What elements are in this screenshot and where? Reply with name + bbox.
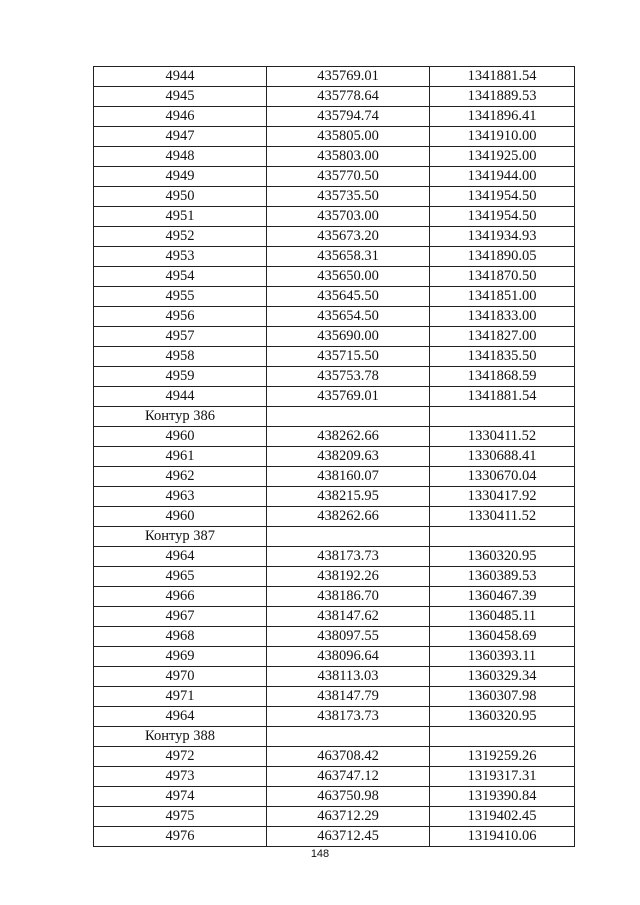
y-coordinate-cell: 1360467.39	[430, 587, 575, 607]
table-row	[94, 107, 575, 127]
point-number-cell: 4944	[94, 67, 267, 87]
y-coordinate-cell: 1360485.11	[430, 607, 575, 627]
table-row	[94, 187, 575, 207]
y-coordinate-cell: 1319410.06	[430, 827, 575, 847]
table-row	[94, 767, 575, 787]
y-coordinate-cell: 1341934.93	[430, 227, 575, 247]
x-coordinate-cell: 438262.66	[267, 427, 430, 447]
point-number-cell: 4947	[94, 127, 267, 147]
x-coordinate-cell: 435735.50	[267, 187, 430, 207]
x-coordinate-cell: 438186.70	[267, 587, 430, 607]
x-coordinate-cell: 438215.95	[267, 487, 430, 507]
point-number-cell: 4960	[94, 427, 267, 447]
x-coordinate-cell: 438113.03	[267, 667, 430, 687]
y-coordinate-cell: 1341870.50	[430, 267, 575, 287]
point-number-cell: 4959	[94, 367, 267, 387]
y-coordinate-cell: 1341954.50	[430, 187, 575, 207]
table-row	[94, 427, 575, 447]
point-number-cell: 4948	[94, 147, 267, 167]
x-coordinate-cell: 435650.00	[267, 267, 430, 287]
y-coordinate-cell: 1341896.41	[430, 107, 575, 127]
y-coordinate-cell: 1330411.52	[430, 507, 575, 527]
x-coordinate-cell: 438209.63	[267, 447, 430, 467]
point-number-cell: 4975	[94, 807, 267, 827]
table-row	[94, 247, 575, 267]
table-row	[94, 707, 575, 727]
x-coordinate-cell: 435803.00	[267, 147, 430, 167]
table-row	[94, 647, 575, 667]
contour-header-row	[94, 527, 575, 547]
point-number-cell: 4962	[94, 467, 267, 487]
table-row	[94, 227, 575, 247]
y-coordinate-cell: 1341910.00	[430, 127, 575, 147]
y-coordinate-cell: 1341827.00	[430, 327, 575, 347]
y-coordinate-cell: 1341835.50	[430, 347, 575, 367]
table-row	[94, 807, 575, 827]
x-coordinate-cell: 435715.50	[267, 347, 430, 367]
point-number-cell: 4963	[94, 487, 267, 507]
table-row	[94, 507, 575, 527]
table-row	[94, 467, 575, 487]
coordinates-table	[93, 66, 575, 847]
point-number-cell: 4950	[94, 187, 267, 207]
point-number-cell: 4964	[94, 707, 267, 727]
point-number-cell: 4956	[94, 307, 267, 327]
table-row	[94, 567, 575, 587]
x-coordinate-cell: 435654.50	[267, 307, 430, 327]
x-coordinate-cell: 435769.01	[267, 67, 430, 87]
point-number-cell: 4946	[94, 107, 267, 127]
x-coordinate-cell: 463708.42	[267, 747, 430, 767]
y-coordinate-cell: 1360320.95	[430, 547, 575, 567]
x-coordinate-cell: 463712.29	[267, 807, 430, 827]
y-coordinate-cell: 1341889.53	[430, 87, 575, 107]
table-row	[94, 267, 575, 287]
y-coordinate-cell: 1330417.92	[430, 487, 575, 507]
x-coordinate-cell: 438147.62	[267, 607, 430, 627]
point-number-cell: 4970	[94, 667, 267, 687]
coordinates-table-body	[94, 67, 575, 847]
table-row	[94, 587, 575, 607]
table-row	[94, 447, 575, 467]
table-row	[94, 207, 575, 227]
contour-label: Контур 387	[94, 527, 267, 547]
point-number-cell: 4972	[94, 747, 267, 767]
point-number-cell: 4944	[94, 387, 267, 407]
y-coordinate-cell: 1360320.95	[430, 707, 575, 727]
point-number-cell: 4966	[94, 587, 267, 607]
point-number-cell: 4955	[94, 287, 267, 307]
point-number-cell: 4954	[94, 267, 267, 287]
point-number-cell: 4969	[94, 647, 267, 667]
empty-cell	[267, 527, 430, 547]
y-coordinate-cell: 1341851.00	[430, 287, 575, 307]
x-coordinate-cell: 463747.12	[267, 767, 430, 787]
empty-cell	[267, 407, 430, 427]
point-number-cell: 4967	[94, 607, 267, 627]
point-number-cell: 4964	[94, 547, 267, 567]
point-number-cell: 4957	[94, 327, 267, 347]
table-row	[94, 287, 575, 307]
y-coordinate-cell: 1360307.98	[430, 687, 575, 707]
y-coordinate-cell: 1341881.54	[430, 387, 575, 407]
y-coordinate-cell: 1330670.04	[430, 467, 575, 487]
point-number-cell: 4958	[94, 347, 267, 367]
empty-cell	[267, 727, 430, 747]
table-row	[94, 687, 575, 707]
y-coordinate-cell: 1360458.69	[430, 627, 575, 647]
point-number-cell: 4961	[94, 447, 267, 467]
y-coordinate-cell: 1330688.41	[430, 447, 575, 467]
y-coordinate-cell: 1341868.59	[430, 367, 575, 387]
x-coordinate-cell: 435703.00	[267, 207, 430, 227]
table-row	[94, 787, 575, 807]
table-row	[94, 827, 575, 847]
y-coordinate-cell: 1319402.45	[430, 807, 575, 827]
table-row	[94, 127, 575, 147]
point-number-cell: 4952	[94, 227, 267, 247]
y-coordinate-cell: 1341890.05	[430, 247, 575, 267]
point-number-cell: 4965	[94, 567, 267, 587]
table-row	[94, 367, 575, 387]
x-coordinate-cell: 435778.64	[267, 87, 430, 107]
x-coordinate-cell: 438173.73	[267, 547, 430, 567]
table-row	[94, 147, 575, 167]
point-number-cell: 4951	[94, 207, 267, 227]
contour-header-row	[94, 727, 575, 747]
x-coordinate-cell: 435805.00	[267, 127, 430, 147]
x-coordinate-cell: 438192.26	[267, 567, 430, 587]
point-number-cell: 4971	[94, 687, 267, 707]
x-coordinate-cell: 438262.66	[267, 507, 430, 527]
point-number-cell: 4953	[94, 247, 267, 267]
point-number-cell: 4960	[94, 507, 267, 527]
x-coordinate-cell: 438173.73	[267, 707, 430, 727]
table-row	[94, 487, 575, 507]
point-number-cell: 4974	[94, 787, 267, 807]
x-coordinate-cell: 435673.20	[267, 227, 430, 247]
table-row	[94, 327, 575, 347]
point-number-cell: 4945	[94, 87, 267, 107]
x-coordinate-cell: 435690.00	[267, 327, 430, 347]
empty-cell	[430, 407, 575, 427]
table-row	[94, 387, 575, 407]
empty-cell	[430, 527, 575, 547]
y-coordinate-cell: 1341881.54	[430, 67, 575, 87]
x-coordinate-cell: 463712.45	[267, 827, 430, 847]
x-coordinate-cell: 438096.64	[267, 647, 430, 667]
y-coordinate-cell: 1319259.26	[430, 747, 575, 767]
contour-header-row	[94, 407, 575, 427]
y-coordinate-cell: 1341925.00	[430, 147, 575, 167]
table-row	[94, 67, 575, 87]
x-coordinate-cell: 435753.78	[267, 367, 430, 387]
page-number: 148	[310, 848, 330, 860]
point-number-cell: 4949	[94, 167, 267, 187]
y-coordinate-cell: 1360329.34	[430, 667, 575, 687]
table-row	[94, 347, 575, 367]
x-coordinate-cell: 435770.50	[267, 167, 430, 187]
point-number-cell: 4976	[94, 827, 267, 847]
contour-label: Контур 388	[94, 727, 267, 747]
table-row	[94, 307, 575, 327]
x-coordinate-cell: 435645.50	[267, 287, 430, 307]
table-row	[94, 87, 575, 107]
y-coordinate-cell: 1341833.00	[430, 307, 575, 327]
table-row	[94, 627, 575, 647]
table-row	[94, 747, 575, 767]
x-coordinate-cell: 438147.79	[267, 687, 430, 707]
y-coordinate-cell: 1341944.00	[430, 167, 575, 187]
y-coordinate-cell: 1360393.11	[430, 647, 575, 667]
point-number-cell: 4973	[94, 767, 267, 787]
x-coordinate-cell: 438160.07	[267, 467, 430, 487]
table-row	[94, 667, 575, 687]
y-coordinate-cell: 1360389.53	[430, 567, 575, 587]
table-row	[94, 607, 575, 627]
empty-cell	[430, 727, 575, 747]
y-coordinate-cell: 1341954.50	[430, 207, 575, 227]
x-coordinate-cell: 435658.31	[267, 247, 430, 267]
x-coordinate-cell: 435794.74	[267, 107, 430, 127]
y-coordinate-cell: 1330411.52	[430, 427, 575, 447]
table-row	[94, 547, 575, 567]
table-row	[94, 167, 575, 187]
point-number-cell: 4968	[94, 627, 267, 647]
x-coordinate-cell: 435769.01	[267, 387, 430, 407]
y-coordinate-cell: 1319390.84	[430, 787, 575, 807]
x-coordinate-cell: 438097.55	[267, 627, 430, 647]
contour-label: Контур 386	[94, 407, 267, 427]
x-coordinate-cell: 463750.98	[267, 787, 430, 807]
y-coordinate-cell: 1319317.31	[430, 767, 575, 787]
